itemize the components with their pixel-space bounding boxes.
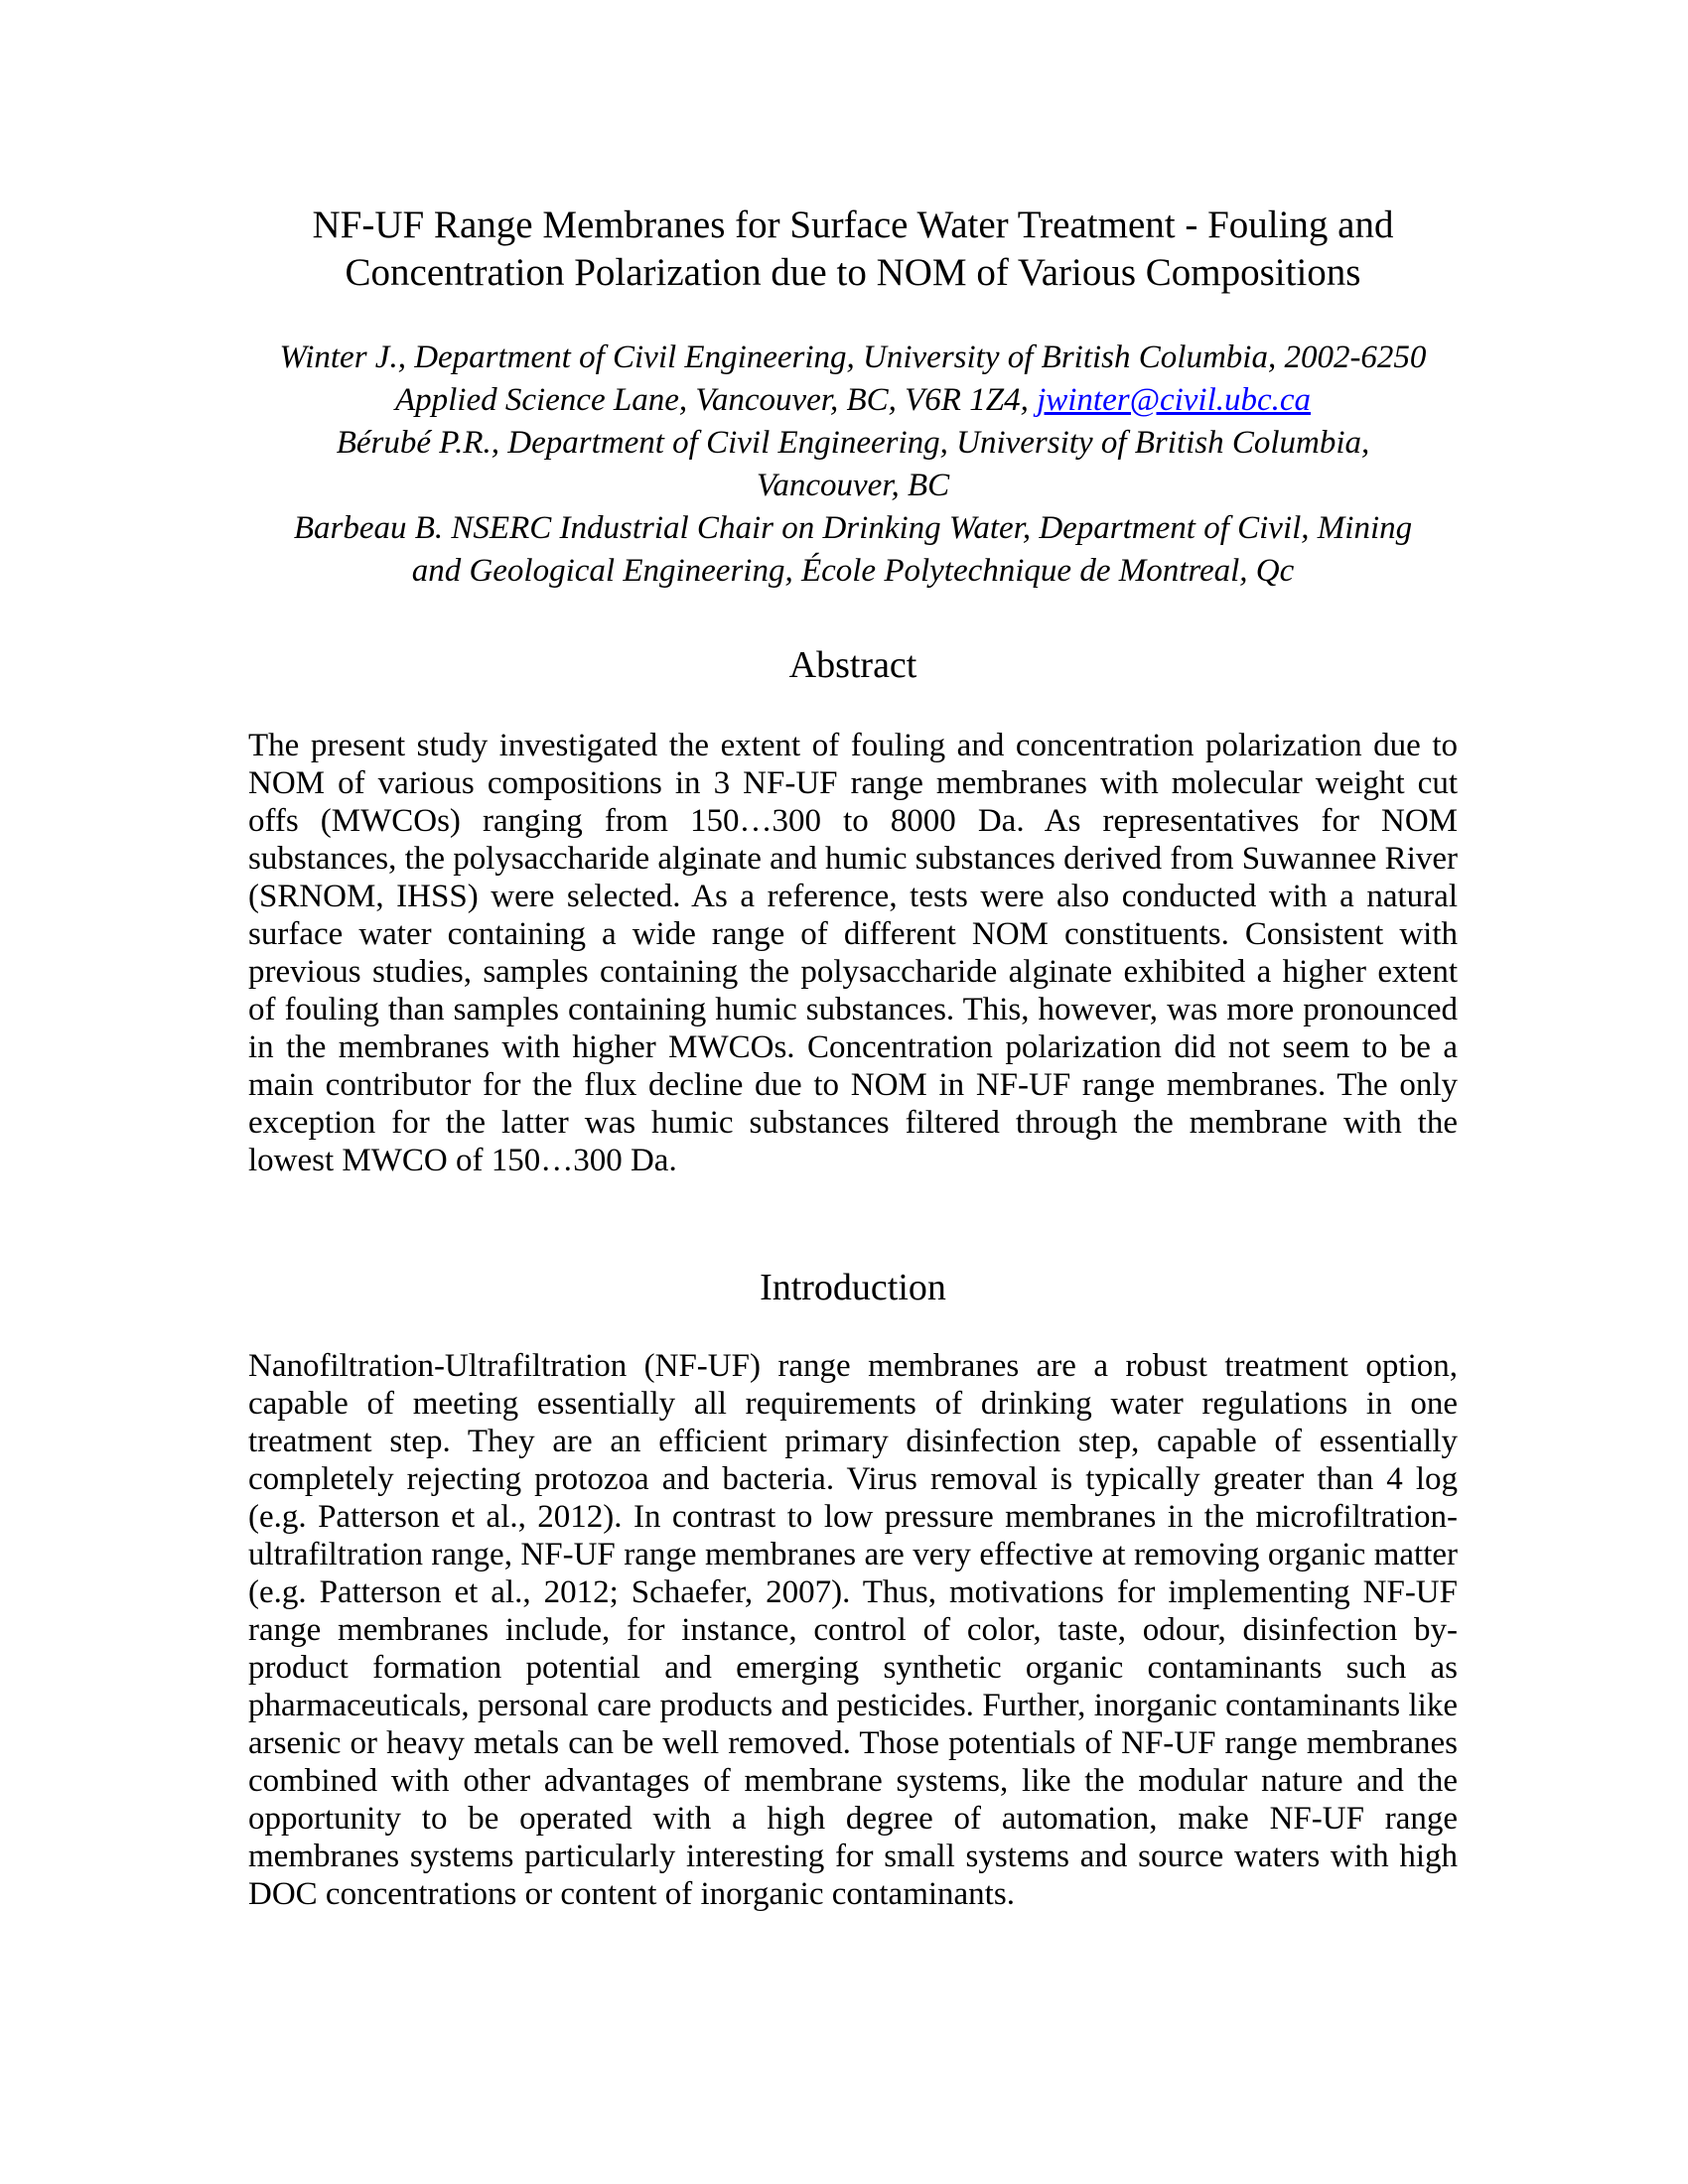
abstract-paragraph: The present study investigated the extent of fouling and concentration polarization due to NOM of various compositions in 3 NF-UF range membranes with molecular weight cut offs (MWCOs) ranging from 150…300 to 8000 Da. As representatives for NOM substances, the polysaccharide alginate and humic substances derived from Suwannee River (SRNOM, IHSS) were selected. As a reference, tests were also conducted with a natural surface water containing a wide range of different NOM constituents. Consistent with previous studies, samples containing the polysaccharide alginate exhibited a higher extent of fouling than samples containing humic substances. This, however, was more pronounced in the membranes with higher MWCOs. Concentration polarization did not seem to be a main contributor for the flux decline due to NOM in NF-UF range membranes. The only exception for the latter was humic substances filtered through the membrane with the lowest MWCO of 150…300 Da. [248, 728, 1458, 1178]
author-block [248, 337, 1458, 593]
email-link[interactable]: jwinter@civil.ubc.ca [1037, 382, 1312, 418]
introduction-paragraph: Nanofiltration-Ultrafiltration (NF-UF) range membranes are a robust treatment option, capable of meeting essentially all requirements of drinking water regulations in one treatment step. They are an efficient primary disinfection step, capable of essentially completely rejecting protozoa and bacteria. Virus removal is typically greater than 4 log (e.g. Patterson et al., 2012). In contrast to low pressure membranes in the microfiltration-ultrafiltration range, NF-UF range membranes are very effective at removing organic matter (e.g. Patterson et al., 2012; Schaefer, 2007). Thus, motivations for implementing NF-UF range membranes include, for instance, control of color, taste, odour, disinfection by-product formation potential and emerging synthetic organic contaminants such as pharmaceuticals, personal care products and pesticides. Further, inorganic contaminants like arsenic or heavy metals can be well removed. Those potentials of NF-UF range membranes combined with other advantages of membrane systems, like the modular nature and the opportunity to be operated with a high degree of automation, make NF-UF range membranes systems particularly interesting for small systems and source waters with high DOC concentrations or content of inorganic contaminants. [248, 1348, 1458, 1912]
introduction-heading: Introduction [760, 1267, 946, 1308]
author-address-text: Applied Science Lane, Vancouver, BC, V6R 1Z4, [394, 382, 1038, 418]
author-line-barbeau-dept: and Geological Engineering, École Polytechnique de Montreal, Qc [411, 553, 1295, 589]
author-line-barbeau: Barbeau B. NSERC Industrial Chair on Drinking Water, Department of Civil, Mining [293, 510, 1413, 546]
author-line-berube-city: Vancouver, BC [756, 468, 950, 503]
paper-title-line1: NF-UF Range Membranes for Surface Water Treatment - Fouling and [312, 204, 1394, 246]
paper-title [248, 202, 1458, 297]
author-line-address [248, 379, 1458, 422]
abstract-heading: Abstract [788, 644, 917, 686]
paper-title-line2: Concentration Polarization due to NOM of Various Compositions [345, 251, 1361, 294]
author-line-winter: Winter J., Department of Civil Engineering, University of British Columbia, 2002-6250 [279, 340, 1427, 375]
author-line-berube: Bérubé P.R., Department of Civil Engineering, University of British Columbia, [336, 425, 1370, 461]
